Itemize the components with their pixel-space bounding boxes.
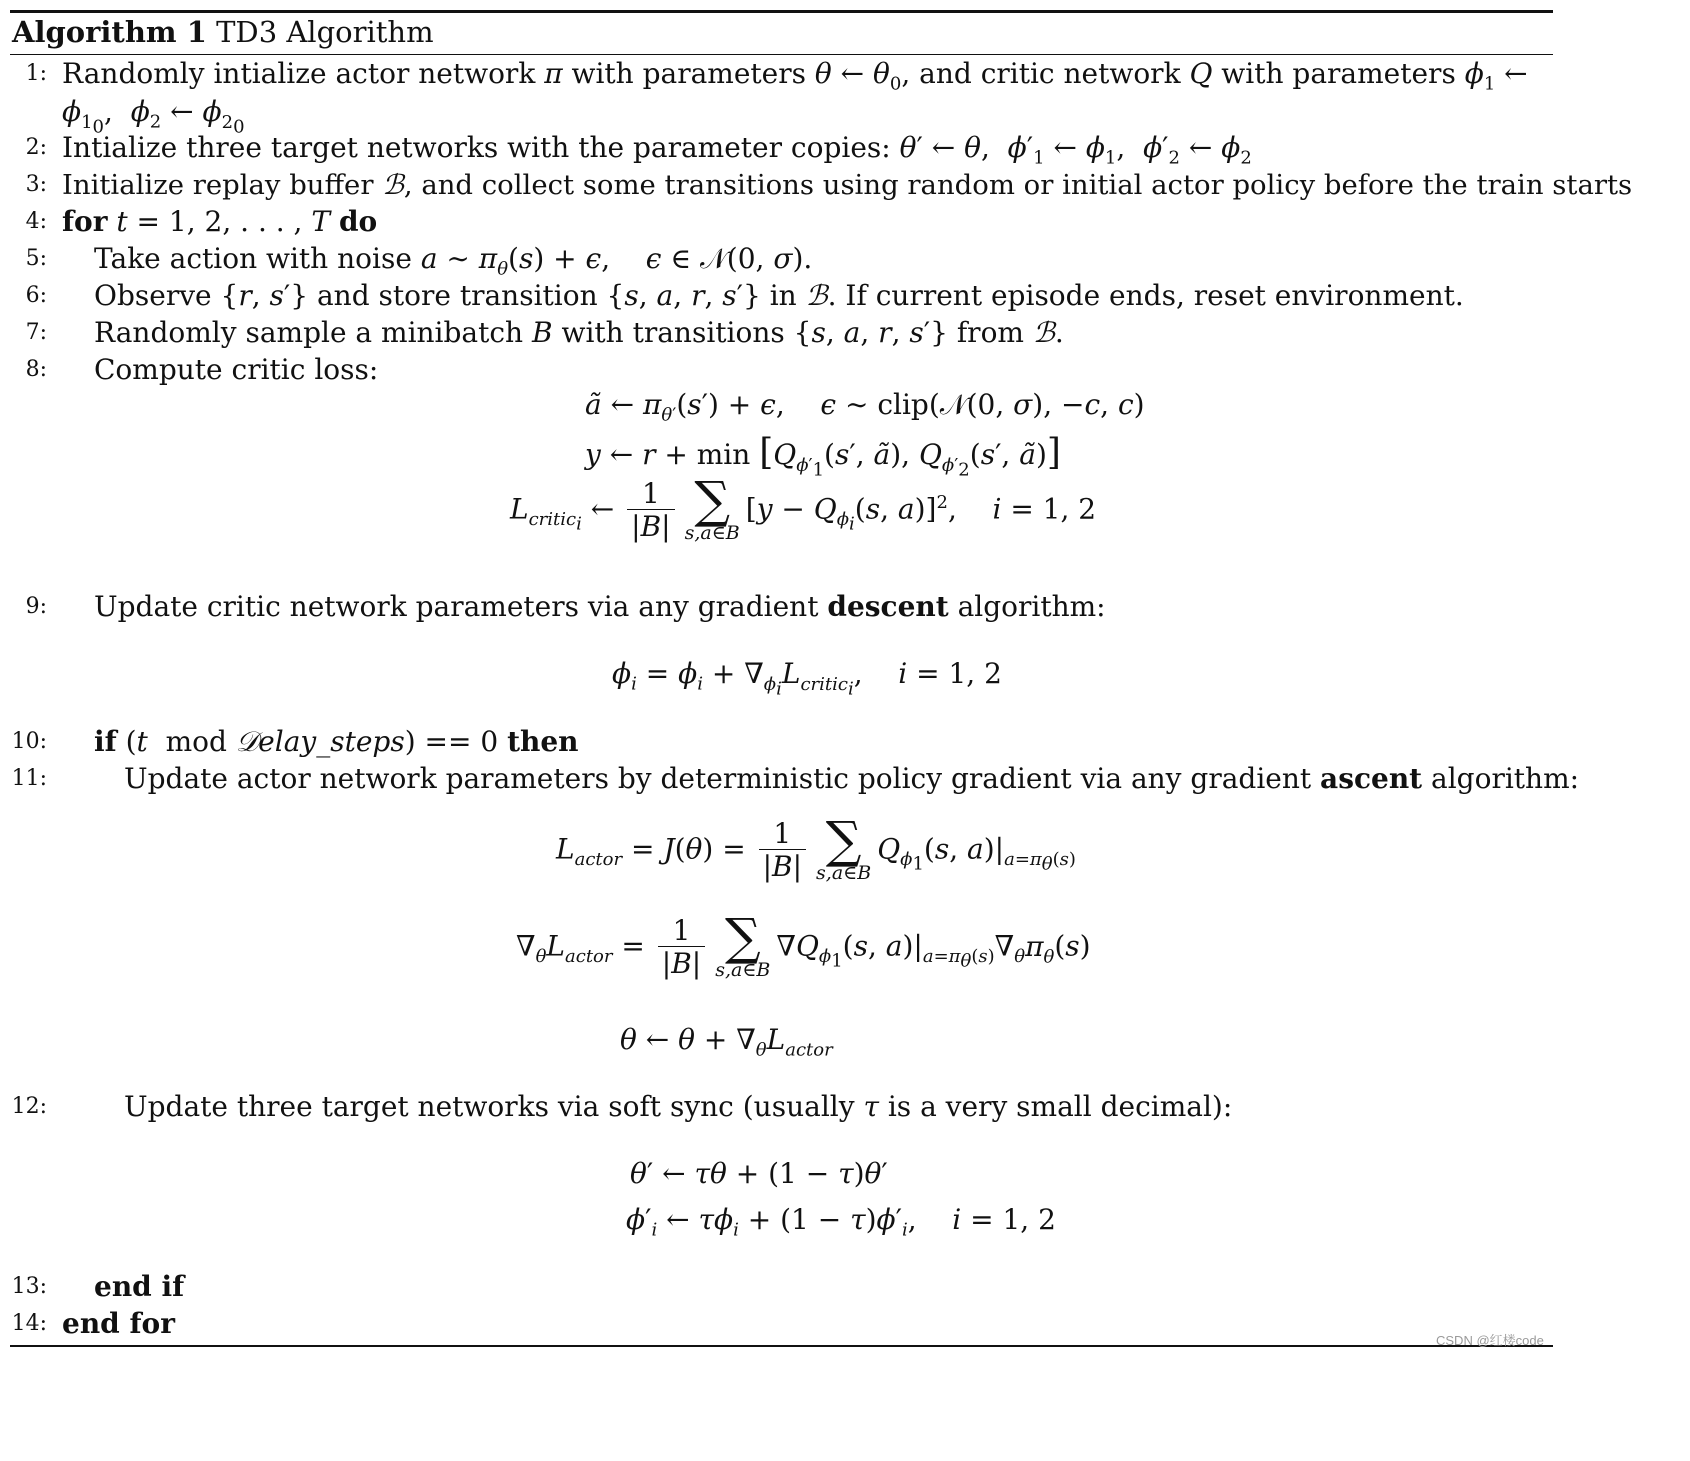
line-number: 13:: [11, 1274, 47, 1299]
keyword-then: then: [507, 725, 579, 758]
equation-critic-target-y: y ← $r + \min [Q_{\phi'_1}(s'$, ã), $Q_{\phi'_2}(s'$, ã)]: [585, 432, 1061, 481]
step-1-continued: $\phi_{1_0}$, $\phi_2$ ← $\phi_{2_0}$: [62, 95, 245, 138]
step-12: Update three target networks via soft sync (usually τ is a very small decimal):: [124, 1090, 1233, 1123]
algorithm-label: Algorithm 1: [12, 15, 207, 49]
line-number: 14:: [11, 1311, 47, 1336]
step-9-text: Update critic network parameters via any gradient: [94, 590, 819, 623]
caption-rule: [10, 54, 1553, 55]
equation-critic-update: $\phi_i = \phi_i + \nabla_{\phi_i}L_{critic_i}$, i = 1, 2: [612, 657, 1002, 700]
step-6: Observe {r, s′} and store transition {s, a, r, s′} in ℬ. If current episode ends, reset environment.: [94, 279, 1464, 312]
step-8: Compute critic loss:: [94, 353, 379, 386]
keyword-for: for: [62, 205, 108, 238]
keyword-descent: descent: [827, 590, 949, 623]
line-number: 5:: [25, 246, 47, 271]
algorithm-caption: [12, 15, 434, 49]
line-number: 3:: [25, 172, 47, 197]
equation-critic-loss: $L_{critic_i}$ ← $\frac{1}{|B|}$ ∑ s,a∈B [$y - Q_{\phi_i}(s$, a)]$^2$, i = 1, 2: [510, 471, 1097, 544]
step-11: [124, 762, 1579, 796]
top-rule: [10, 10, 1553, 13]
line-number: 10:: [11, 729, 47, 754]
line-number: 2:: [25, 135, 47, 160]
step-13: [94, 1270, 184, 1304]
keyword-end-for: end for: [62, 1307, 175, 1340]
equation-critic-target-action: ã ← $\pi_{\theta'}(s') + \epsilon$, ϵ ∼ clip(𝒩(0, σ), −c, c): [585, 388, 1145, 426]
step-10: if (t mod 𝒟elay_steps) == 0 then: [94, 725, 579, 758]
watermark: CSDN @红楼code: [1436, 1333, 1544, 1348]
step-7: Randomly sample a minibatch B with transitions {s, a, r, s′} from ℬ.: [94, 316, 1064, 349]
line-number: 1:: [25, 61, 47, 86]
line-number: 9:: [25, 594, 47, 619]
line-number: 8:: [25, 357, 47, 382]
keyword-ascent: ascent: [1320, 762, 1423, 795]
step-11-text: Update actor network parameters by deterministic policy gradient via any gradient: [124, 762, 1312, 795]
keyword-end-if: end if: [94, 1270, 185, 1303]
line-number: 4:: [25, 209, 47, 234]
step-9-suffix: algorithm:: [957, 590, 1106, 623]
step-11-suffix: algorithm:: [1431, 762, 1580, 795]
keyword-do: do: [338, 205, 378, 238]
equation-actor-update: θ ← $\theta + \nabla_\theta L_{actor}$: [620, 1023, 833, 1061]
equation-target-theta: θ′ ← τθ + (1 − τ)θ′: [630, 1157, 888, 1190]
keyword-if: if: [94, 725, 117, 758]
step-5: Take action with noise a ∼ $\pi_\theta(s) + \epsilon$, ϵ ∈ 𝒩(0, σ).: [94, 242, 813, 280]
step-9: [94, 590, 1106, 624]
line-number: 11:: [11, 766, 47, 791]
step-3: Initialize replay buffer ℬ, and collect some transitions using random or initial actor policy before the train starts: [62, 169, 1633, 201]
step-1: Randomly intialize actor network π with parameters θ ← $\theta_0$, and critic network Q with parameters $\phi_1$ ←: [62, 57, 1528, 95]
line-number: 6:: [25, 283, 47, 308]
line-number: 7:: [25, 320, 47, 345]
step-14: [62, 1307, 175, 1341]
algorithm-title: TD3 Algorithm: [216, 15, 434, 49]
step-4: for t = 1, 2, . . . , T do: [62, 205, 378, 238]
equation-actor-loss: $L_{actor} = J(\theta)$ = $\frac{1}{|B|}$ ∑ s,a∈B $Q_{\phi_1}(s$, $a)|_{a=\pi_\theta(s)}$: [556, 811, 1076, 884]
bottom-rule: [10, 1345, 1553, 1347]
equation-actor-gradient: $\nabla_\theta L_{actor}$ = $\frac{1}{|B|}$ ∑ s,a∈B $\nabla Q_{\phi_1}(s$, $a)|_{a=\pi_\theta(s)}\nabla_\theta\pi_\theta(s)$: [516, 908, 1091, 981]
equation-target-phi: $\phi'_i$ ← $\tau\phi_i + (1 - \tau)\phi'_i$, i = 1, 2: [626, 1203, 1056, 1241]
step-2: Intialize three target networks with the parameter copies: θ′ ← θ, $\phi'_1$ ← $\phi_1$, $\phi'_2$ ← $\phi_2$: [62, 131, 1252, 169]
line-number: 12:: [11, 1094, 47, 1119]
